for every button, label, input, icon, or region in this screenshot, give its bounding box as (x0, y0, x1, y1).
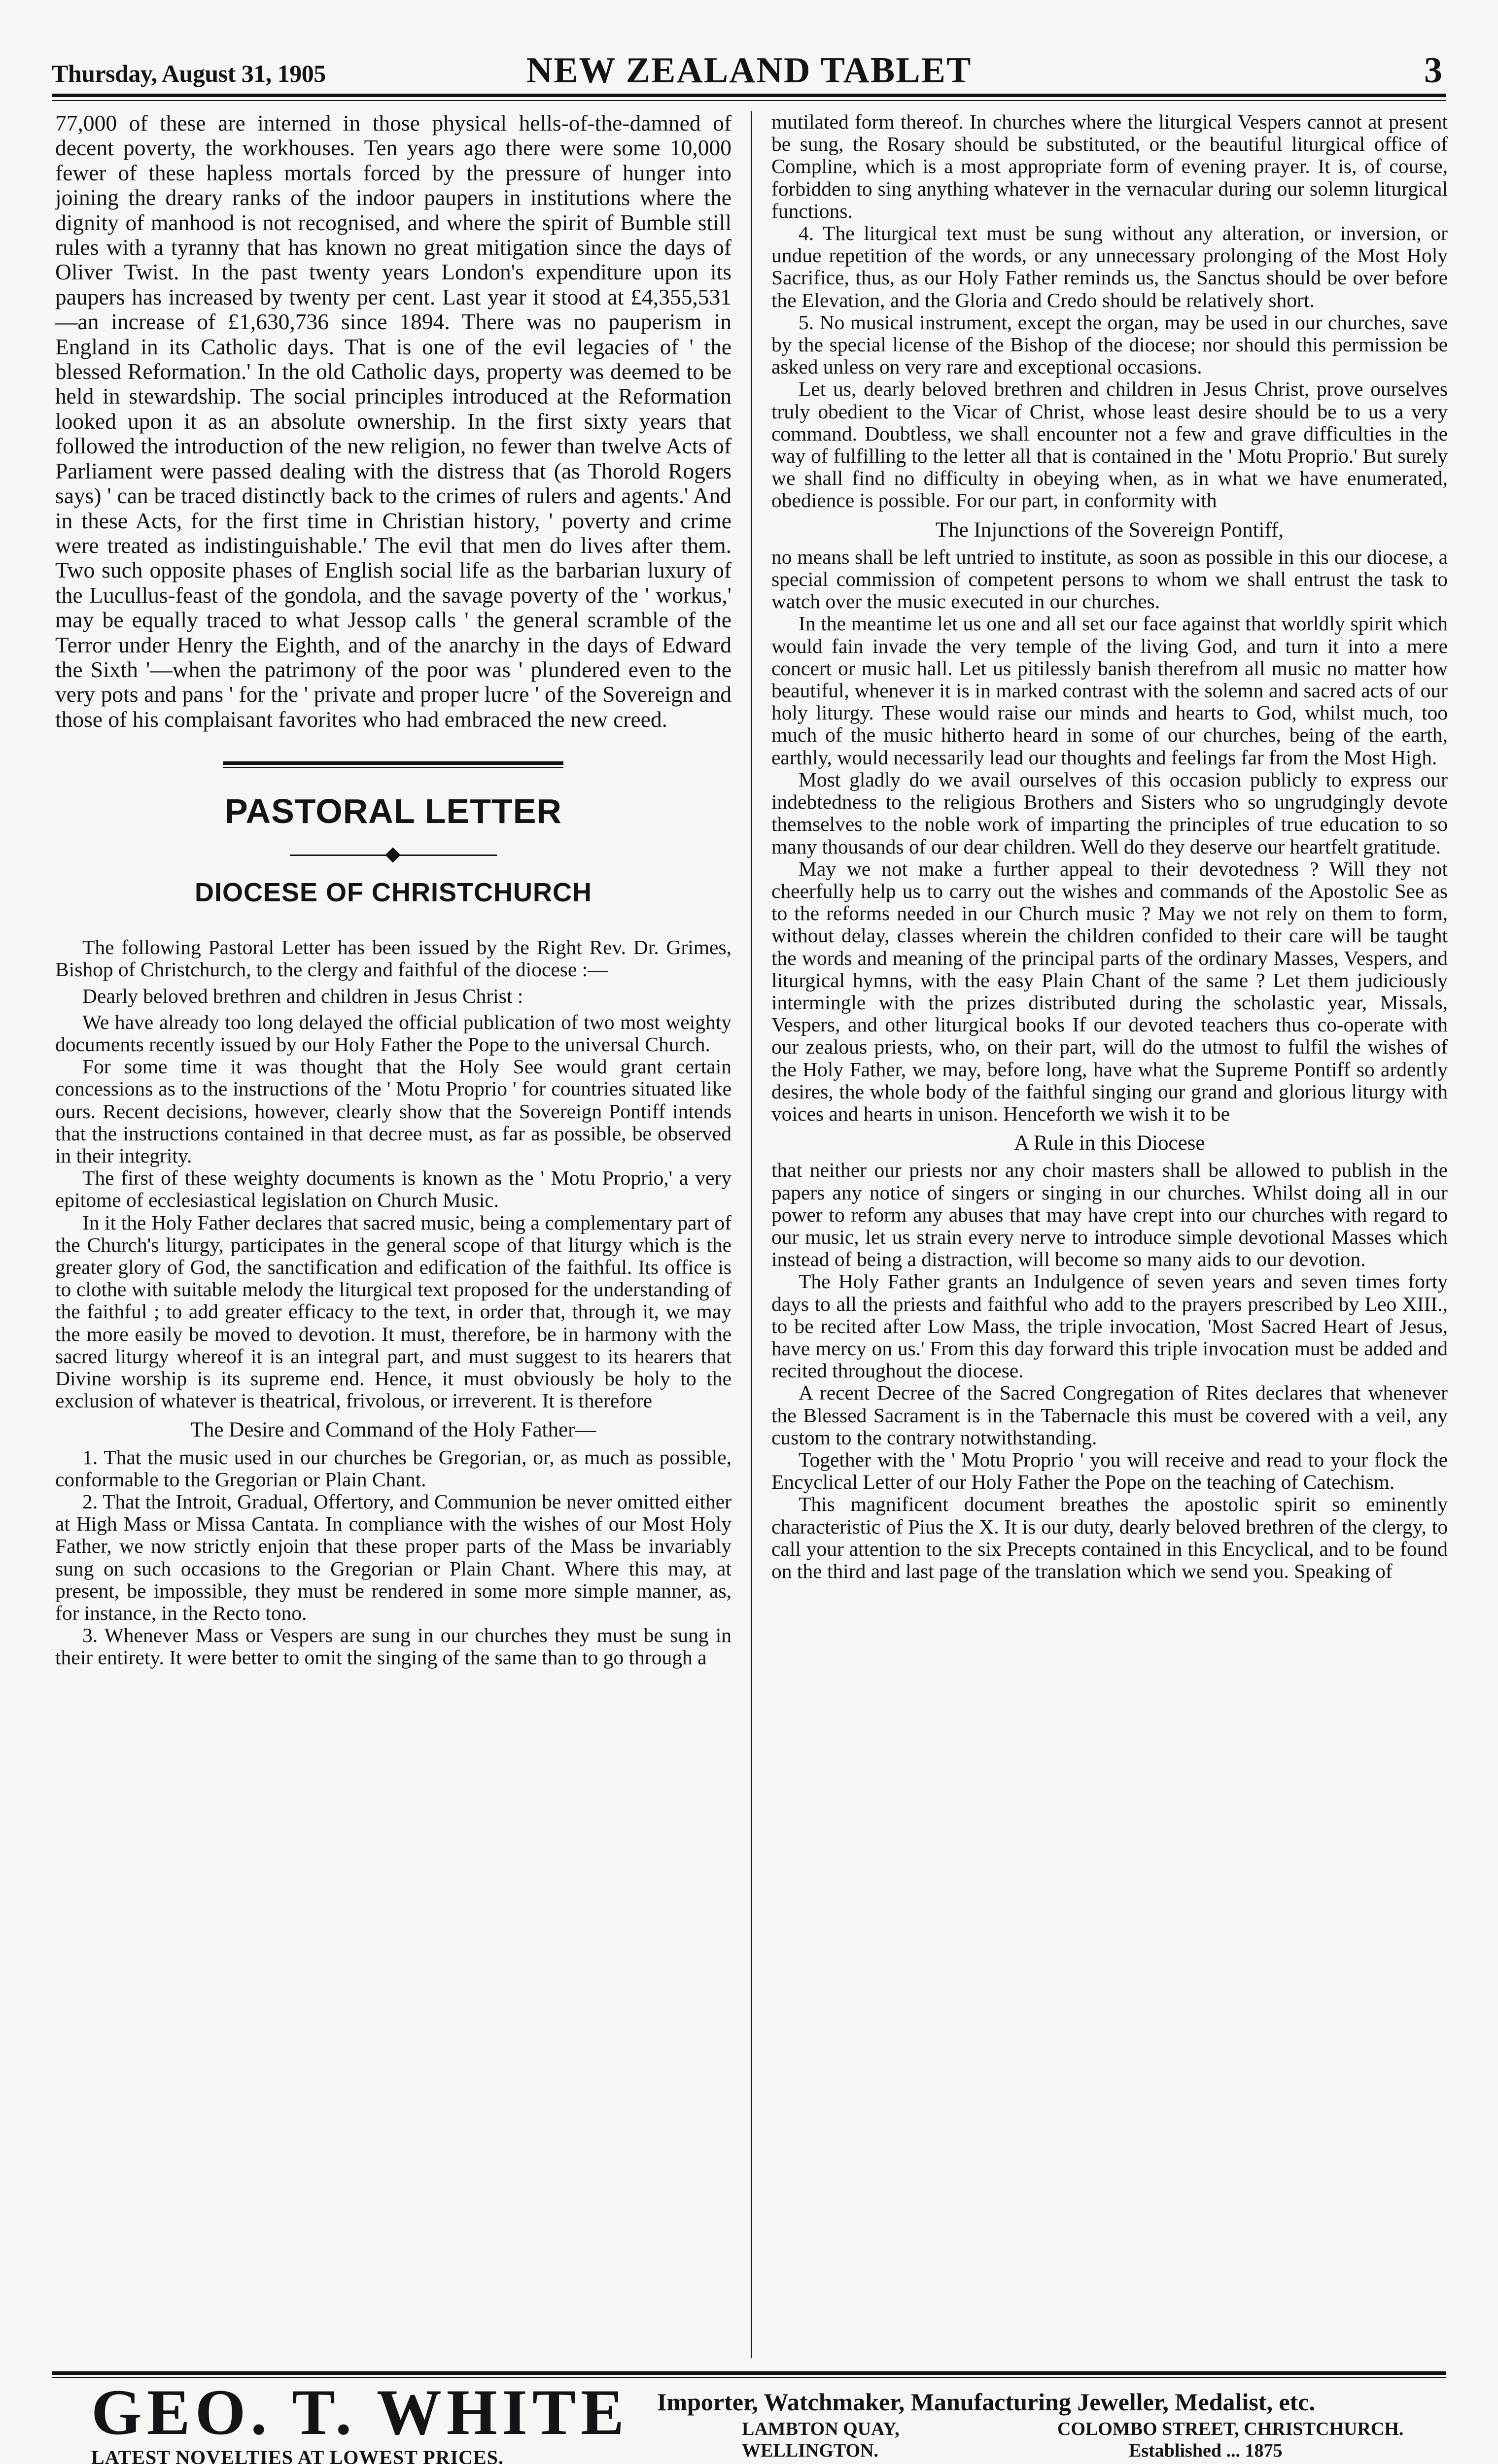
section-subhead: The Desire and Command of the Holy Father— (190, 1418, 596, 1442)
masthead-rule (52, 94, 1446, 101)
right-column (771, 111, 1448, 2358)
paragraph: Let us, dearly beloved brethren and children in Jesus Christ, prove ourselves truly obedient to the Vicar of Christ, whose least desire should be to us a very command. Doubtless, we shall encounter not a few and grave difficulties in the way of fulfilling to the letter all that is contained in the ' Motu Proprio.' But surely we shall find no difficulty in obeying when, as in what we have enumerated, obedience is possible. For our part, in conformity with (771, 377, 1448, 512)
pastoral-letter-heading (55, 761, 732, 908)
paragraph: Most gladly do we avail ourselves of this occasion publicly to express our indebtedness to the religious Brothers and Sisters who so ungrudgingly devote themselves to the noble work of imparting the principles of true education to so many thousands of our dear children. Well do they deserve our heartfelt gratitude. (771, 768, 1448, 858)
numbered-item: 2. That the Introit, Gradual, Offertory, and Communion be never omitted either at High Mass or Missa Cantata. In compliance with the wishes of our Most Holy Father, we now strictly enjoin that these proper parts of the Mass be invariably sung on such occasions to the Gregorian or Plain Chant. Where this may, at present, be impossible, they must be rendered in some more simple manner, as, for instance, in the Recto tono. (55, 1490, 732, 1625)
masthead (52, 47, 1446, 94)
advertiser-tagline: LATEST NOVELTIES AT LOWEST PRICES. (91, 2446, 504, 2464)
pauperism-article-text: 77,000 of these are interned in those physical hells-of-the-damned of decent poverty, the workhouses. Ten years ago there were some 10,000 fewer of these hapless mortals forced by the pressure of hunger into joining the dreary ranks of the indoor paupers in institutions where the dignity of manhood is not recognised, and where the spirit of Bumble still rules with a tyranny that has known no great mitigation since the days of Oliver Twist. In the past twenty years London's expenditure upon its paupers has increased by twenty per cent. Last year it stood at £4,355,531—an increase of £1,630,736 since 1894. There was no pauperism in England in its Catholic days. That is one of the evil legacies of ' the blessed Reformation.' In the old Catholic days, property was deemed to be held in stewardship. The social principles introduced at the Reformation looked upon it as an absolute ownership. In the first sixty years that followed the introduction of the new religion, no fewer than twelve Acts of Parliament were passed dealing with the distress that (as Thorold Rogers says) ' can be traced distinctly back to the crimes of rulers and agents.' And in these Acts, for the first time in Christian history, ' poverty and crime were treated as indistinguishable.' The evil that men do lives after them. Two such opposite phases of English social life as the barbarian luxury of the Lucullus-feast of the gondola, and the savage poverty of the ' workus,' may be equally traced to what Jessop calls ' the general scramble of the Terror under Henry the Eighth, and of the anarchy in the days of Edward the Sixth '—when the patrimony of the poor was ' plundered even to the very pots and pans ' for the ' private and proper lucre ' of the Sovereign and those of his complaisant favorites who had embraced the new creed. (55, 111, 732, 732)
numbered-item: 1. That the music used in our churches be Gregorian, or, as much as possible, conformable to the Gregorian or Plain Chant. (55, 1445, 732, 1491)
numbered-item: 5. No musical instrument, except the organ, may be used in our churches, save by the special license of the Bishop of the diocese; nor should this permission be asked unless on very rare and exceptional occasions. (771, 310, 1448, 378)
paragraph: In it the Holy Father declares that sacred music, being a complementary part of the Church's liturgy, participates in the general scope of that liturgy which is the greater glory of God, the sanctification and edification of the faithful. Its office is to clothe with suitable melody the liturgical text proposed for the understanding of the faithful ; to add greater efficacy to the text, in order that, through it, we may the more easily be moved to devotion. It must, therefore, be in harmony with the sacred liturgy whereof it is an integral part, and must suggest to its hearers that Divine worship is its supreme end. Hence, it must obviously be holy to the exclusion of whatever is theatrical, frivolous, or irreverent. It is therefore (55, 1211, 732, 1412)
numbered-item: 4. The liturgical text must be sung without any alteration, or inversion, or undue repetition of the words, or any unnecessary prolonging of the Most Holy Sacrifice, thus, as our Holy Father reminds us, the Sanctus should be over before the Elevation, and the Gloria and Credo should be relatively short. (771, 222, 1448, 311)
article-title: PASTORAL LETTER (225, 792, 562, 831)
paragraph: Together with the ' Motu Proprio ' you will receive and read to your flock the Encyclical Letter of our Holy Father the Pope on the teaching of Catechism. (771, 1448, 1448, 1494)
address-christchurch: COLOMBO STREET, CHRISTCHURCH. (1057, 2419, 1404, 2439)
paragraph: mutilated form thereof. In churches where the liturgical Vespers cannot at present be sung, the Rosary should be substituted, or the beautiful liturgical office of Compline, which is a most appropriate form of evening prayer. It is, of course, forbidden to sing anything whatever in the vernacular during our solemn liturgical functions. (771, 111, 1448, 222)
paragraph: A recent Decree of the Sacred Congregation of Rites declares that whenever the Blessed Sacrament is in the Tabernacle this must be covered with a veil, any custom to the contrary notwithstanding. (771, 1381, 1448, 1449)
paragraph: that neither our priests nor any choir masters shall be allowed to publish in the papers any notice of singers or singing in our churches. Whilst doing all in our power to reform any abuses that may have crept into our churches with regard to our music, let us strain every nerve to introduce simple devotional Masses which instead of being a distraction, will become so many aids to our devotion. (771, 1159, 1448, 1271)
advertisement (52, 2376, 1446, 2464)
article-subtitle: DIOCESE OF CHRISTCHURCH (194, 878, 592, 908)
paragraph: no means shall be left untried to institute, as soon as possible in this our diocese, a special commission of competent persons to whom we shall entrust the task to watch over the music executed in our churches. (771, 545, 1448, 613)
advertiser-name: GEO. T. WHITE (91, 2376, 629, 2448)
paragraph: May we not make a further appeal to their devotedness ? Will they not cheerfully help us to carry out the wishes and commands of the Apostolic See as to the reforms needed in our Church music ? May we not rely on them to form, without delay, classes wherein the children confided to their care will be taught the words and meaning of the principal parts of the ordinary Masses, Vespers, and liturgical hymns, with the easy Plain Chant of the same ? Let them judiciously intermingle with the prizes distributed during the scholastic year, Missals, Vespers, and other liturgical books If our devoted teachers thus co-operate with our zealous priests, who, on their part, will do the utmost to fulfil the wishes of the Holy Father, we may, before long, have what the Supreme Pontiff so ardently desires, the whole body of the faithful singing our grand and glorious liturgy with voices and hearts in unison. Henceforth we wish it to be (771, 857, 1448, 1125)
newspaper-title: NEW ZEALAND TABLET (526, 50, 972, 91)
column-divider (751, 111, 752, 2358)
diamond-divider (290, 848, 497, 862)
section-subhead: A Rule in this Diocese (1014, 1131, 1205, 1155)
heading-rule (223, 761, 563, 768)
section-subhead: The Injunctions of the Sovereign Pontiff, (935, 518, 1284, 542)
paragraph: The first of these weighty documents is known as the ' Motu Proprio,' a very epitome of ecclesiastical legislation on Church Music. (55, 1166, 732, 1212)
issue-date: Thursday, August 31, 1905 (52, 60, 326, 87)
paragraph: We have already too long delayed the official publication of two most weighty documents recently issued by our Holy Father the Pope to the universal Church. (55, 1010, 732, 1056)
address-wellington-city: WELLINGTON. (742, 2440, 878, 2461)
established-year: Established ... 1875 (1129, 2440, 1283, 2461)
address-wellington-street: LAMBTON QUAY, (742, 2419, 900, 2439)
paragraph: For some time it was thought that the Holy See would grant certain concessions as to the instructions of the ' Motu Proprio ' for countries situated like ours. Recent decisions, however, clearly show that the Sovereign Pontiff intends that the instructions contained in that decree must, as far as possible, be observed in their integrity. (55, 1055, 732, 1167)
page-number: 3 (1424, 50, 1442, 91)
letter-body-left (55, 936, 732, 1669)
paragraph: This magnificent document breathes the apostolic spirit so eminently characteristic of Pius the X. It is our duty, dearly beloved brethren of the clergy, to call your attention to the six Precepts contained in this Encyclical, and to be found on the third and last page of the translation which we send you. Speaking of (771, 1493, 1448, 1582)
left-column (55, 111, 732, 2358)
paragraph: Dearly beloved brethren and children in Jesus Christ : (82, 984, 523, 1007)
numbered-item: 3. Whenever Mass or Vespers are sung in our churches they must be sung in their entirety. It were better to omit the singing of the same than to go through a (55, 1624, 732, 1669)
advertiser-trades: Importer, Watchmaker, Manufacturing Jeweller, Medalist, etc. (657, 2388, 1315, 2416)
paragraph: In the meantime let us one and all set our face against that worldly spirit which would fain invade the very temple of the living God, and turn it into a mere concert or music hall. Let us pitilessly banish therefrom all music no matter how beautiful, whenever it is in marked contrast with the solemn and sacred acts of our holy liturgy. These would raise our minds and hearts to God, whilst much, too much of the music hitherto heard in some of our churches, being of the earth, earthly, would necessarily lead our thoughts and feelings far from the Most High. (771, 612, 1448, 769)
paragraph: The following Pastoral Letter has been issued by the Right Rev. Dr. Grimes, Bishop of Christchurch, to the clergy and faithful of the diocese :— (55, 936, 732, 981)
paragraph: The Holy Father grants an Indulgence of seven years and seven times forty days to all the priests and faithful who add to the prayers prescribed by Leo XIII., to be recited after Low Mass, the triple invocation, 'Most Sacred Heart of Jesus, have mercy on us.' From this day forward this triple invocation must be added and recited throughout the diocese. (771, 1270, 1448, 1382)
